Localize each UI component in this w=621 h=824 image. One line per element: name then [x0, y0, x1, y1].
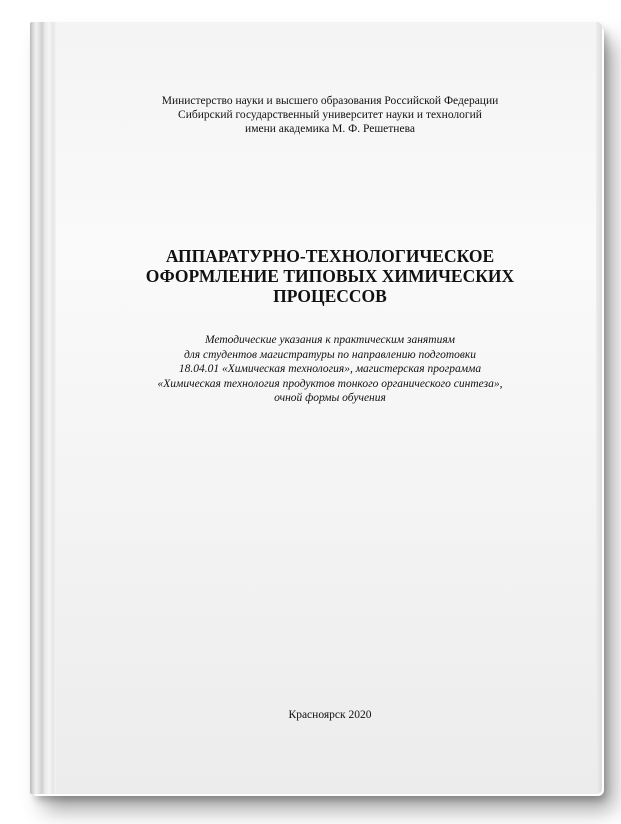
subtitle-line: очной формы обучения [274, 392, 386, 404]
city-year: Красноярск 2020 [288, 709, 372, 721]
ministry-header [90, 94, 570, 136]
book-subtitle [90, 333, 570, 406]
title-line: ПРОЦЕССОВ [273, 286, 387, 306]
university-name-line: имени академика М. Ф. Решетнева [245, 123, 415, 135]
subtitle-line: 18.04.01 «Химическая технология», магистерская программа [178, 363, 482, 375]
subtitle-line: для студентов магистратуры по направлению подготовки [183, 348, 477, 361]
book-title [90, 246, 570, 306]
title-line: АППАРАТУРНО-ТЕХНОЛОГИЧЕСКОЕ [165, 246, 495, 266]
ministry-line: Министерство науки и высшего образования Российской Федерации [161, 95, 499, 107]
title-line: ОФОРМЛЕНИЕ ТИПОВЫХ ХИМИЧЕСКИХ [145, 266, 515, 286]
book [30, 22, 602, 794]
subtitle-line: Методические указания к практическим занятиям [204, 334, 456, 346]
subtitle-line: «Химическая технология продуктов тонкого органического синтеза», [157, 377, 503, 390]
cover-content [30, 22, 602, 794]
university-line: Сибирский государственный университет науки и технологий [178, 109, 482, 121]
